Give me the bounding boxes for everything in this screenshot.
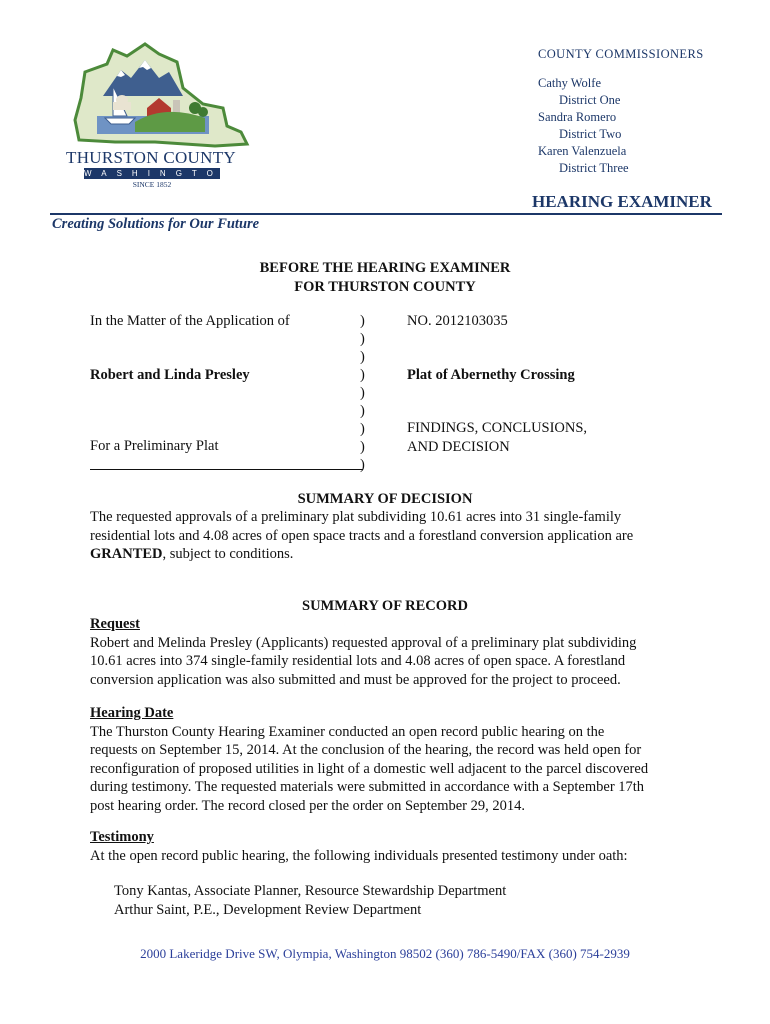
text-line: residential lots and 4.08 acres of open space tracts and a forestland conversion application are xyxy=(90,527,634,544)
sailboat-hull xyxy=(105,118,135,124)
text-line xyxy=(90,545,730,564)
title-line: BEFORE THE HEARING EXAMINER xyxy=(259,260,511,276)
granted-text: GRANTED xyxy=(90,546,163,562)
document-title xyxy=(185,259,585,296)
caption-parens xyxy=(360,312,365,474)
testimony-intro: At the open record public hearing, the following individuals presented testimony under oath: xyxy=(90,847,628,864)
document-type xyxy=(407,419,587,456)
witness-item: Arthur Saint, P.E., Development Review Department xyxy=(114,901,422,918)
commissioners-heading: COUNTY COMMISSIONERS xyxy=(538,47,704,61)
text-line: The Thurston County Hearing Examiner conducted an open record public hearing on the xyxy=(90,723,605,740)
commissioner-district: District One xyxy=(559,93,621,107)
caption-for: For a Preliminary Plat xyxy=(90,438,219,454)
text-line: requests on September 15, 2014. At the conclusion of the hearing, the record was held open for xyxy=(90,742,642,758)
text-line: conversion application was also submitted and must be approved for the project to proceed. xyxy=(90,671,621,688)
paren: ) xyxy=(360,367,365,383)
hearing-date-section xyxy=(90,704,730,815)
logo-county-name: THURSTON COUNTY xyxy=(66,148,236,167)
case-number: NO. 2012103035 xyxy=(407,313,508,329)
summary-of-decision-heading: SUMMARY OF DECISION xyxy=(297,491,473,507)
commissioner-name: Cathy Wolfe xyxy=(538,76,601,90)
testimony-heading: Testimony xyxy=(90,829,154,845)
text-line: 10.61 acres into 374 single-family residential lots and 4.08 acres of open space. A forestland xyxy=(90,653,626,669)
paren: ) xyxy=(360,403,365,419)
commissioner-name: Sandra Romero xyxy=(538,110,617,124)
caption-underline xyxy=(90,469,363,470)
granted-tail: , subject to conditions. xyxy=(162,546,294,562)
capitol-dome xyxy=(116,95,128,105)
logo-since: SINCE 1852 xyxy=(132,180,172,189)
text-line: post hearing order. The record closed per the order on September 29, 2014. xyxy=(90,797,525,814)
text-line: Robert and Melinda Presley (Applicants) requested approval of a preliminary plat subdividing xyxy=(90,634,637,651)
text-line: during testimony. The requested materials were submitted in accordance with a September 17th xyxy=(90,779,645,795)
caption-matter: In the Matter of the Application of xyxy=(90,313,290,329)
hearing-examiner-title: HEARING EXAMINER xyxy=(532,192,712,211)
witness-item: Tony Kantas, Associate Planner, Resource Stewardship Department xyxy=(114,883,507,899)
caption-applicants: Robert and Linda Presley xyxy=(90,367,250,383)
paren: ) xyxy=(360,349,365,365)
document-type-line: FINDINGS, CONCLUSIONS, xyxy=(407,420,588,436)
logo-state-banner: WASHINGTON xyxy=(84,169,239,178)
title-line: FOR THURSTON COUNTY xyxy=(294,278,476,295)
paren: ) xyxy=(360,439,365,455)
header-divider xyxy=(50,213,722,215)
tree-shape xyxy=(198,107,208,117)
hearing-date-heading: Hearing Date xyxy=(90,705,174,721)
summary-of-record-heading: SUMMARY OF RECORD xyxy=(302,598,468,614)
commissioner-district: District Two xyxy=(559,127,622,141)
paren: ) xyxy=(360,385,365,401)
text-line: reconfiguration of proposed utilities in light of a domestic well adjacent to the parcel discovered xyxy=(90,760,649,777)
tagline: Creating Solutions for Our Future xyxy=(52,216,260,232)
request-section xyxy=(90,615,730,689)
commissioner-name: Karen Valenzuela xyxy=(538,144,627,158)
testimony-section xyxy=(90,828,730,865)
summary-of-decision-text xyxy=(90,508,730,564)
county-commissioners-block xyxy=(538,46,704,177)
request-heading: Request xyxy=(90,616,140,632)
text-line: The requested approvals of a preliminary plat subdividing 10.61 acres into 31 single-family xyxy=(90,509,622,525)
paren: ) xyxy=(360,421,365,437)
paren: ) xyxy=(360,331,365,347)
footer-address: 2000 Lakeridge Drive SW, Olympia, Washington 98502 (360) 786-5490/FAX (360) 754-2939 xyxy=(140,946,630,961)
document-type-line: AND DECISION xyxy=(407,438,510,455)
commissioner-district: District Three xyxy=(559,161,629,175)
plat-name: Plat of Abernethy Crossing xyxy=(407,367,575,383)
paren: ) xyxy=(360,313,365,329)
paren: ) xyxy=(360,457,365,473)
witness-list xyxy=(114,882,714,919)
